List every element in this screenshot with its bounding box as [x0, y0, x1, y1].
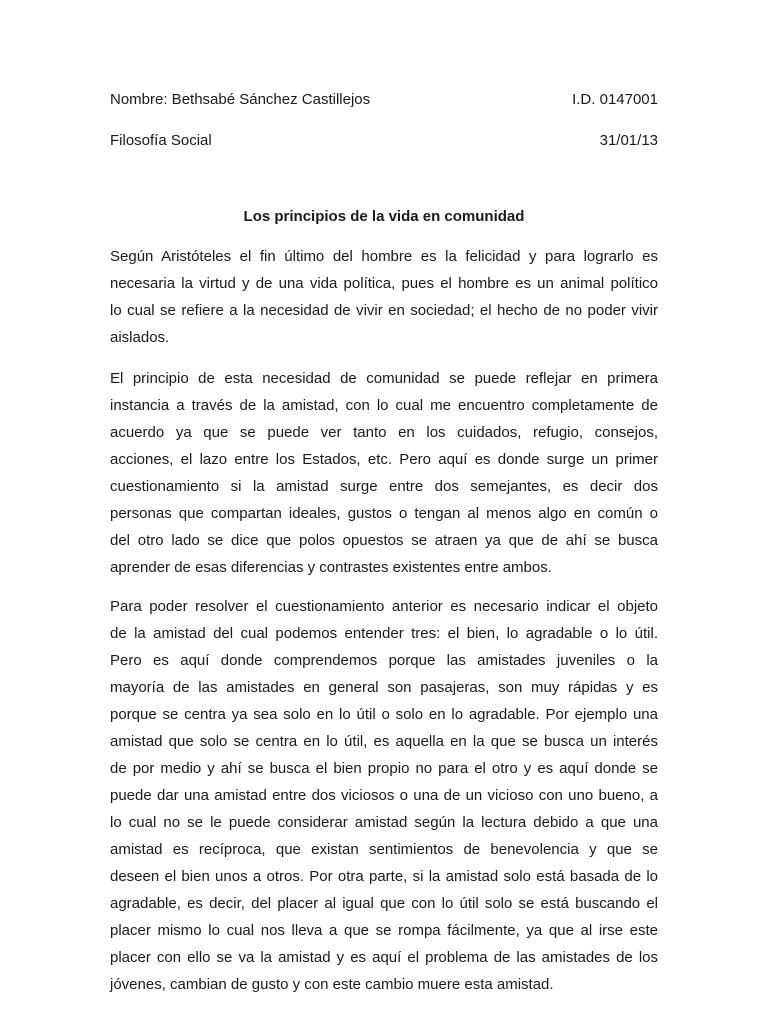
- student-name: Nombre: Bethsabé Sánchez Castillejos: [110, 91, 371, 108]
- paragraph-line: necesaria la virtud y de una vida política, pues el hombre es un animal político: [110, 275, 658, 292]
- paragraph-line: de la amistad del cual podemos entender tres: el bien, lo agradable o lo útil.: [110, 625, 658, 642]
- paragraph-line: aprender de esas diferencias y contrastes existentes entre ambos.: [110, 559, 552, 576]
- paragraph-line: acciones, el lazo entre los Estados, etc. Pero aquí es donde surge un primer: [110, 451, 658, 468]
- paragraph-line: personas que compartan ideales, gustos o tengan al menos algo en común o: [110, 505, 658, 522]
- paragraph-line: placer mismo lo cual nos lleva a que se rompa fácilmente, ya que al irse este: [110, 922, 658, 939]
- paragraph-line: acuerdo ya que se puede ver tanto en los cuidados, refugio, consejos,: [110, 424, 658, 441]
- paragraph-line: del otro lado se dice que polos opuestos se atraen ya que de ahí se busca: [110, 532, 658, 549]
- paragraph-line: Pero es aquí donde comprendemos porque las amistades juveniles o la: [110, 652, 658, 669]
- paragraph-1: [110, 243, 658, 351]
- paragraph-line: instancia a través de la amistad, con lo cual me encuentro completamente de: [110, 397, 658, 414]
- paragraph-line: amistad que solo se centra en lo útil, es aquella en la que se busca un interés: [110, 733, 658, 750]
- essay-title: Los principios de la vida en comunidad: [243, 208, 525, 225]
- paragraph-line: de por medio y ahí se busca el bien propio no para el otro y es aquí donde se: [110, 760, 658, 777]
- paragraph-line: porque se centra ya sea solo en lo útil o solo en lo agradable. Por ejemplo una: [110, 706, 658, 723]
- course-name: Filosofía Social: [110, 132, 212, 149]
- paragraph-line: El principio de esta necesidad de comunidad se puede reflejar en primera: [110, 370, 658, 387]
- paragraph-line: deseen el bien unos a otros. Por otra parte, si la amistad solo está basada de lo: [110, 868, 658, 885]
- student-id: I.D. 0147001: [572, 91, 658, 108]
- paragraph-line: aislados.: [110, 329, 170, 346]
- paragraph-line: Para poder resolver el cuestionamiento anterior es necesario indicar el objeto: [110, 598, 658, 615]
- paragraph-line: jóvenes, cambian de gusto y con este cambio muere esta amistad.: [110, 976, 554, 993]
- paragraph-2: [110, 365, 658, 581]
- document-date: 31/01/13: [599, 132, 658, 149]
- paragraph-3: [110, 593, 658, 998]
- paragraph-line: lo cual no se le puede considerar amistad según la lectura debido a que una: [110, 814, 658, 831]
- paragraph-line: Según Aristóteles el fin último del hombre es la felicidad y para lograrlo es: [110, 248, 658, 265]
- paragraph-line: mayoría de las amistades en general son pasajeras, son muy rápidas y es: [110, 679, 658, 696]
- paragraph-line: agradable, es decir, del placer al igual que con lo útil solo se está buscando el: [110, 895, 658, 912]
- paragraph-line: lo cual se refiere a la necesidad de vivir en sociedad; el hecho de no poder vivir: [110, 302, 658, 319]
- paragraph-line: puede dar una amistad entre dos viciosos o una de un vicioso con uno bueno, a: [110, 787, 658, 804]
- paragraph-line: cuestionamiento si la amistad surge entre dos semejantes, es decir dos: [110, 478, 658, 495]
- paragraph-line: amistad es recíproca, que existan sentimientos de benevolencia y que se: [110, 841, 658, 858]
- paragraph-line: placer con ello se va la amistad y es aquí el problema de las amistades de los: [110, 949, 658, 966]
